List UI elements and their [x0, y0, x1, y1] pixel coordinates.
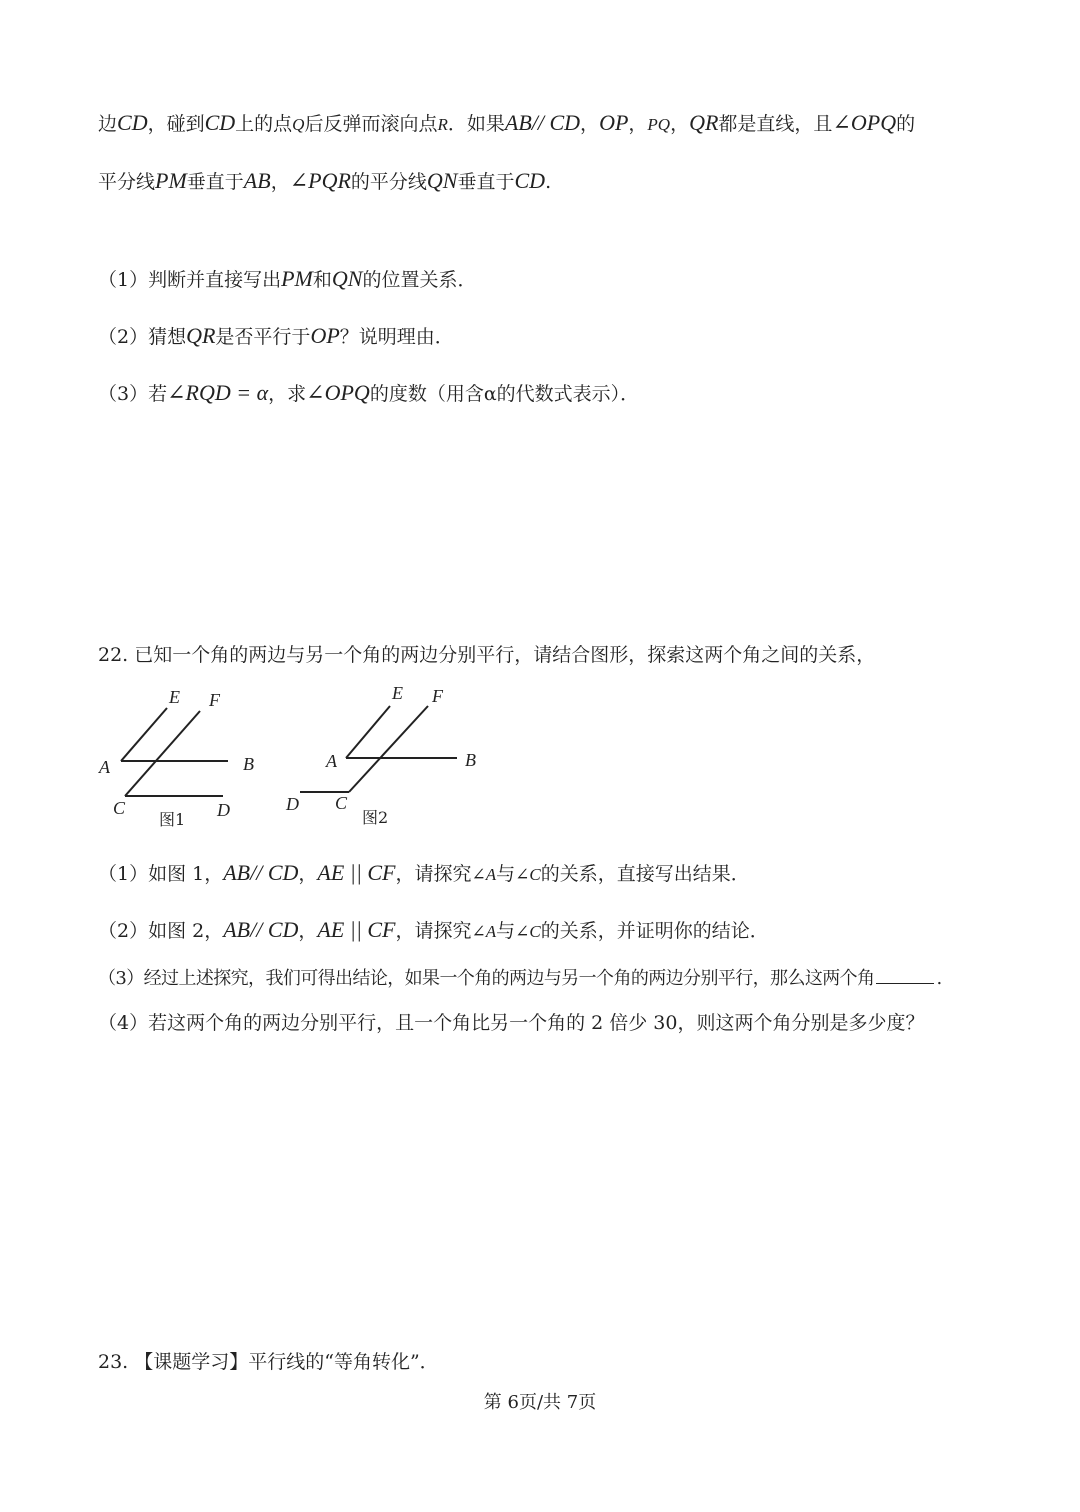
- q22-part-1: （1）如图 1，AB// CD，AE || CF，请探究∠A与∠C的关系，直接写出结果．: [98, 860, 750, 885]
- page-footer: 第 6页/共 7页: [483, 1392, 597, 1413]
- label-e: E: [392, 683, 403, 703]
- q21-part-1: （1）判断并直接写出PM和QN的位置关系．: [98, 266, 477, 291]
- label-c: C: [113, 798, 126, 818]
- q22-stem: 22. 已知一个角的两边与另一个角的两边分别平行，请结合图形，探索这两个角之间的关系，: [98, 644, 876, 666]
- answer-blank[interactable]: [876, 983, 934, 984]
- line-ae: [346, 706, 390, 758]
- label-e: E: [169, 687, 180, 707]
- figure-1: [95, 680, 275, 830]
- label-b: B: [465, 750, 476, 770]
- line-ae: [121, 708, 167, 761]
- label-f: F: [432, 686, 443, 706]
- label-b: B: [243, 754, 254, 774]
- q22-part-2: （2）如图 2，AB// CD，AE || CF，请探究∠A与∠C的关系，并证明你的结论．: [98, 917, 769, 942]
- q21-part-3: （3）若∠RQD = α，求∠OPQ的度数（用含α的代数式表示）．: [98, 380, 640, 405]
- q23-stem: 23. 【课题学习】平行线的“等角转化”．: [98, 1351, 439, 1373]
- intro-line-2: 平分线PM垂直于AB，∠PQR的平分线QN垂直于CD.: [98, 168, 552, 193]
- line-cf: [349, 706, 428, 792]
- figure-2: [282, 680, 502, 830]
- intro-line-1: 边CD，碰到CD上的点Q后反弹而滚向点R．如果AB// CD，OP，PQ，QR都是直线，且∠OPQ的: [98, 110, 916, 135]
- label-c: C: [335, 793, 348, 813]
- q21-part-2: （2）猜想QR是否平行于OP？说明理由．: [98, 323, 454, 348]
- q22-part-3: （3）经过上述探究，我们可得出结论，如果一个角的两边与另一个角的两边分别平行，那么这两个角 .: [98, 968, 942, 989]
- label-a: A: [99, 757, 110, 777]
- q22-part-4: （4）若这两个角的两边分别平行，且一个角比另一个角的 2 倍少 30，则这两个角分别是多少度？: [98, 1012, 925, 1034]
- label-d: D: [217, 800, 230, 820]
- figure-2-caption: 图2: [362, 808, 389, 827]
- figure-1-caption: 图1: [159, 810, 186, 829]
- label-f: F: [209, 690, 220, 710]
- label-a: A: [326, 751, 337, 771]
- line-cf: [125, 711, 200, 796]
- label-d: D: [286, 794, 299, 814]
